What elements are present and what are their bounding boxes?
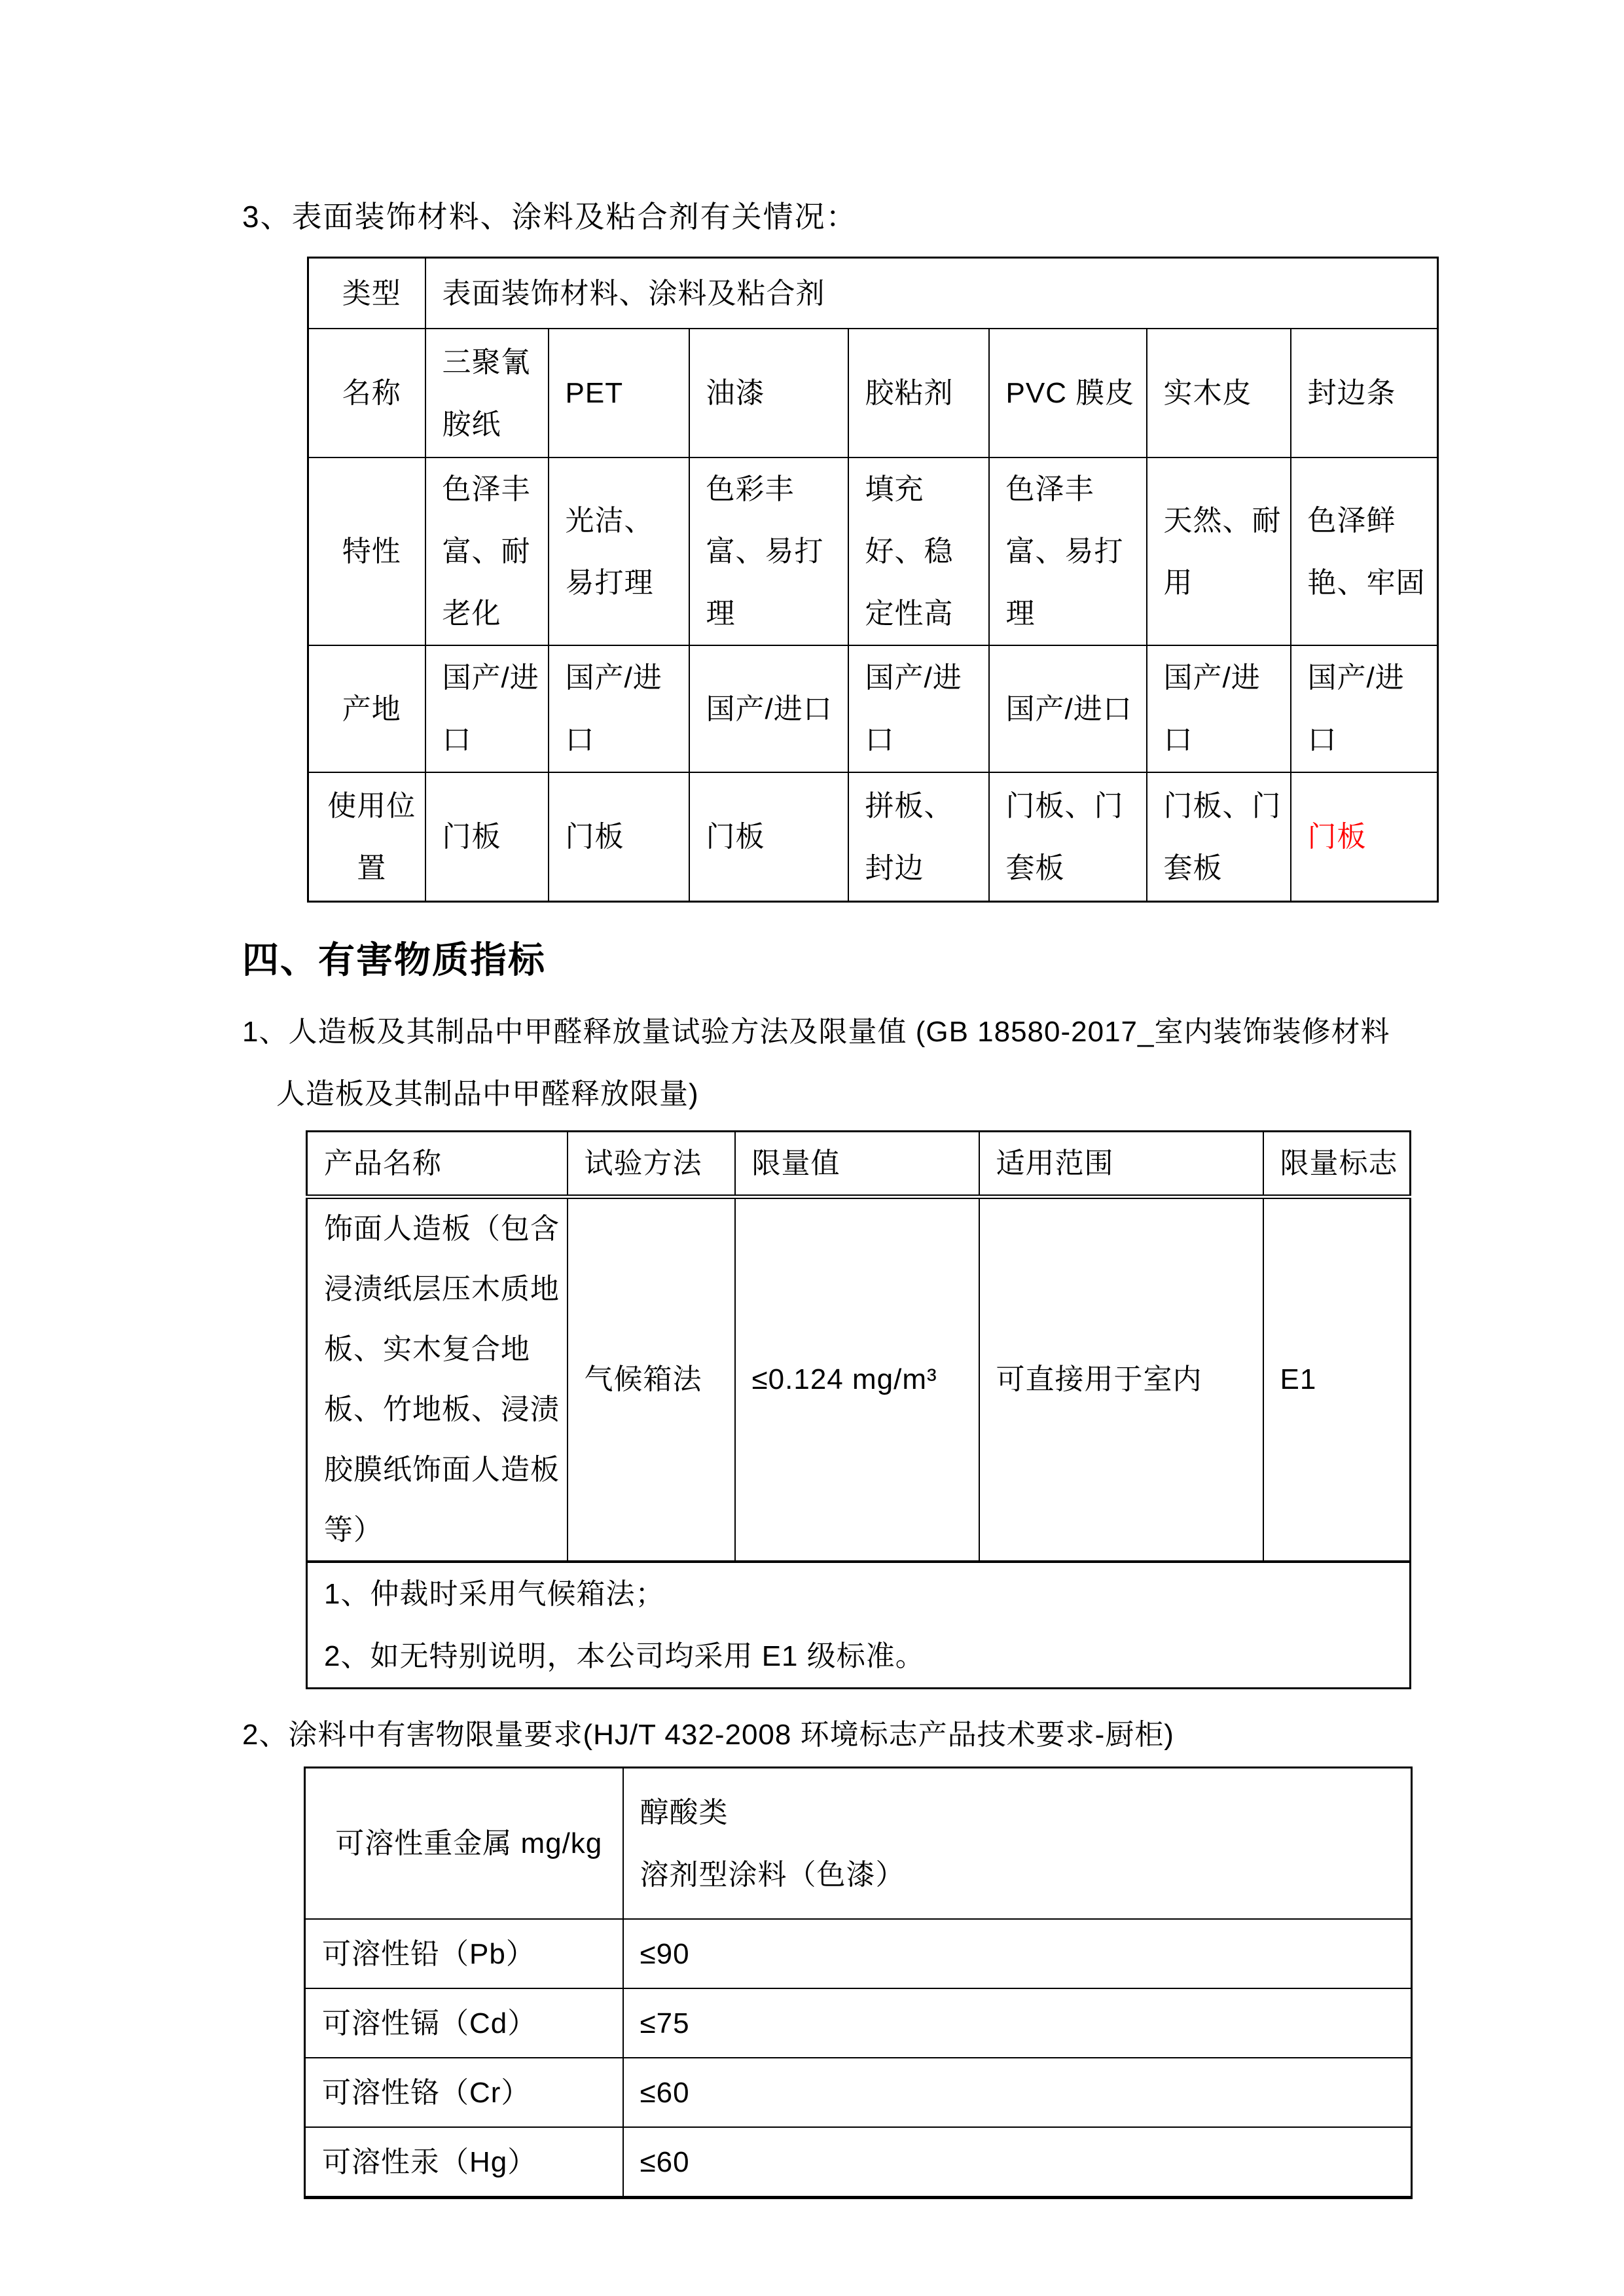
table-cell: 门板 — [549, 772, 689, 902]
table-cell: 油漆 — [689, 329, 848, 457]
surface-materials-table — [307, 257, 1439, 903]
table-row-lead — [305, 1919, 1412, 1988]
table-cell: 门板、门套板 — [1147, 772, 1291, 902]
table-row-origin — [308, 645, 1438, 772]
table-cell: 色泽丰富、易打理 — [989, 457, 1147, 645]
table-cell: 国产/进口 — [689, 645, 848, 772]
notes-cell — [307, 1562, 1411, 1689]
header-cell: 限量标志 — [1263, 1132, 1411, 1197]
header-line: 溶剂型涂料（色漆） — [640, 1858, 905, 1891]
table-cell: 色泽鲜艳、牢固 — [1291, 457, 1438, 645]
table-cell: E1 — [1263, 1197, 1411, 1562]
header-cell: 试验方法 — [568, 1132, 735, 1197]
table-row-type — [308, 258, 1438, 329]
table-row-name — [308, 329, 1438, 457]
header-line: 醇酸类 — [640, 1796, 729, 1829]
row-label-cell: 使用位置 — [308, 772, 425, 902]
header-cell: 可溶性重金属 mg/kg — [305, 1768, 623, 1920]
table-row-feature — [308, 457, 1438, 645]
formaldehyde-limit-table — [306, 1130, 1411, 1689]
table-cell: 国产/进口 — [848, 645, 989, 772]
table-cell: 封边条 — [1291, 329, 1438, 457]
row-label-cell: 特性 — [308, 457, 425, 645]
table-cell: PET — [549, 329, 689, 457]
table-cell: ≤90 — [623, 1919, 1412, 1988]
table-cell: 门板 — [425, 772, 549, 902]
table-cell: ≤75 — [623, 1988, 1412, 2058]
table-cell: 可溶性汞（Hg） — [305, 2127, 623, 2198]
heavy-metal-table — [304, 1767, 1413, 2199]
table-cell: 国产/进口 — [1147, 645, 1291, 772]
table-cell: 气候箱法 — [568, 1197, 735, 1562]
note-line: 1、仲裁时采用气候箱法； — [324, 1578, 665, 1610]
table-cell: 可溶性镉（Cd） — [305, 1988, 623, 2058]
table-cell: 色彩丰富、易打理 — [689, 457, 848, 645]
table-data-row — [307, 1197, 1411, 1562]
table-cell: 门板 — [689, 772, 848, 902]
table-cell: 拼板、封边 — [848, 772, 989, 902]
table-cell: 国产/进口 — [425, 645, 549, 772]
table-cell: 门板、门套板 — [989, 772, 1147, 902]
table-cell: 表面装饰材料、涂料及粘合剂 — [425, 258, 1438, 329]
table-cell: PVC 膜皮 — [989, 329, 1147, 457]
table-cell: 光洁、易打理 — [549, 457, 689, 645]
header-cell: 产品名称 — [307, 1132, 568, 1197]
table-cell: 国产/进口 — [989, 645, 1147, 772]
table-row-cadmium — [305, 1988, 1412, 2058]
table-cell: 饰面人造板（包含浸渍纸层压木质地板、实木复合地板、竹地板、浸渍胶膜纸饰面人造板等） — [307, 1197, 568, 1562]
paragraph-formaldehyde: 1、人造板及其制品中甲醛释放量试验方法及限量值 (GB 18580-2017_室内装饰装修材料 人造板及其制品中甲醛释放限量) — [242, 1016, 1390, 1110]
table-cell-highlighted: 门板 — [1291, 772, 1438, 902]
table-row-position — [308, 772, 1438, 902]
table-header-row — [307, 1132, 1411, 1197]
table-cell: 可溶性铅（Pb） — [305, 1919, 623, 1988]
paragraph-coating: 2、涂料中有害物限量要求(HJ/T 432-2008 环境标志产品技术要求-厨柜) — [242, 1719, 1174, 1751]
table-cell: 填充好、稳定性高 — [848, 457, 989, 645]
header-cell: 适用范围 — [979, 1132, 1263, 1197]
header-cell: 限量值 — [735, 1132, 979, 1197]
table-notes-row — [307, 1562, 1411, 1689]
table-cell: ≤60 — [623, 2058, 1412, 2127]
row-label-cell: 类型 — [308, 258, 425, 329]
section-4-heading: 四、有害物质指标 — [242, 939, 546, 980]
row-label-cell: 名称 — [308, 329, 425, 457]
table-cell: 国产/进口 — [549, 645, 689, 772]
note-line: 2、如无特别说明，本公司均采用 E1 级标准。 — [324, 1640, 925, 1672]
table-cell: 实木皮 — [1147, 329, 1291, 457]
table-row-mercury — [305, 2127, 1412, 2198]
header-cell — [623, 1768, 1412, 1920]
table-cell: 国产/进口 — [1291, 645, 1438, 772]
table-cell: ≤0.124 mg/m³ — [735, 1197, 979, 1562]
table-cell: 色泽丰富、耐老化 — [425, 457, 549, 645]
section-3-heading: 3、表面装饰材料、涂料及粘合剂有关情况： — [242, 200, 857, 234]
table-cell: 可直接用于室内 — [979, 1197, 1263, 1562]
table-row-chromium — [305, 2058, 1412, 2127]
document-content — [242, 0, 1426, 2199]
table-header-row — [305, 1768, 1412, 1920]
table-cell: 可溶性铬（Cr） — [305, 2058, 623, 2127]
table-cell: 三聚氰胺纸 — [425, 329, 549, 457]
table-cell: 胶粘剂 — [848, 329, 989, 457]
table-cell: ≤60 — [623, 2127, 1412, 2198]
table-cell: 天然、耐用 — [1147, 457, 1291, 645]
row-label-cell: 产地 — [308, 645, 425, 772]
